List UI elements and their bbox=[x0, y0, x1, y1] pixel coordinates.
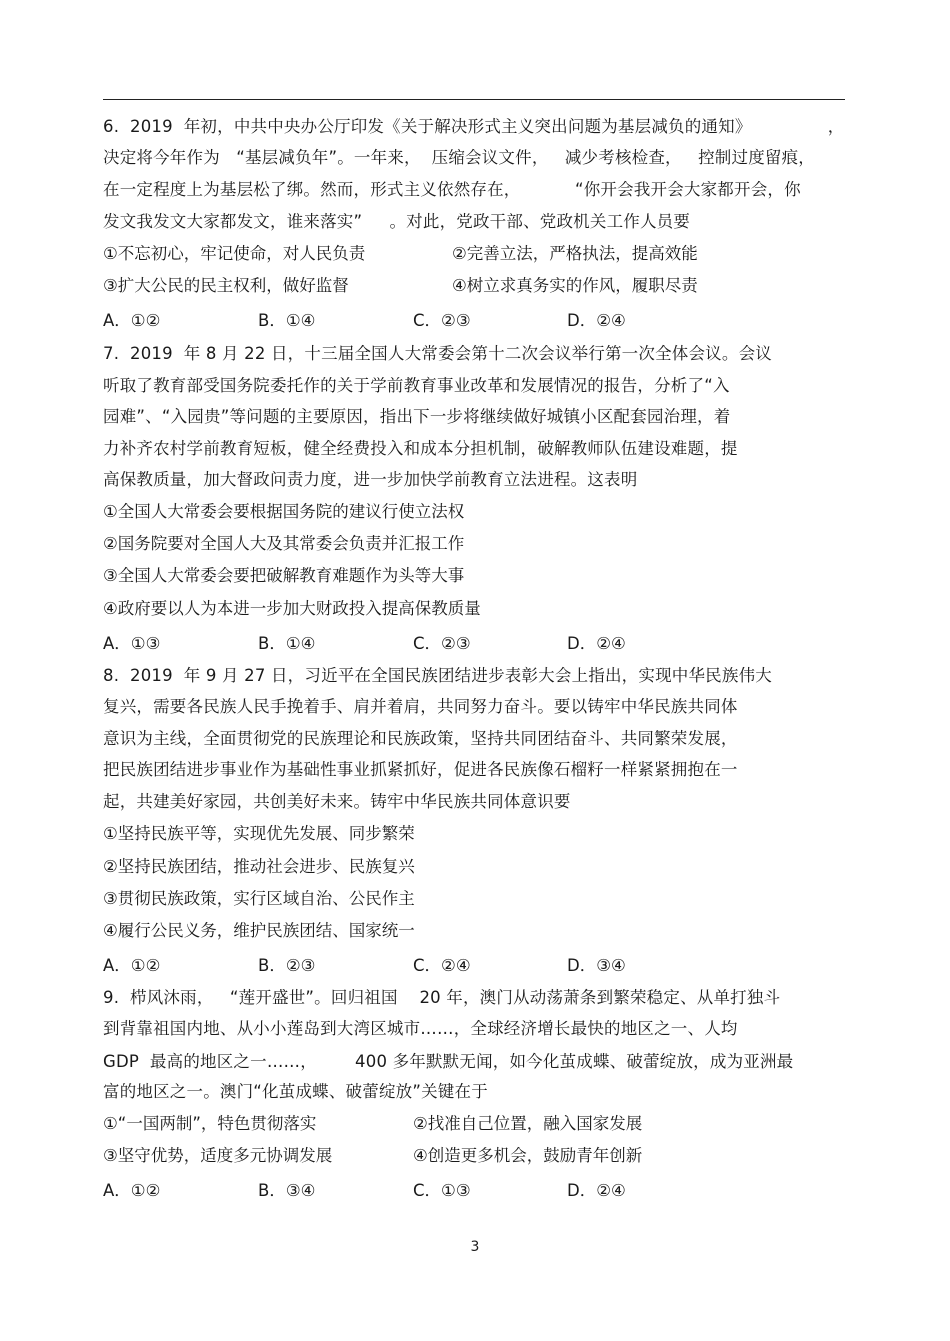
question-6-line: 6. 2019 年初，中共中央办公厅印发《关于解决形式主义突出问题为基层减负的通知》 ， bbox=[103, 117, 845, 136]
choice-c[interactable]: C．①③ bbox=[413, 1181, 471, 1200]
question-8-line: 起，共建美好家园，共创美好未来。铸牢中华民族共同体意识要 bbox=[103, 792, 571, 811]
header-rule bbox=[103, 99, 845, 100]
question-7-line: 园难”、“入园贵”等问题的主要原因，指出下一步将继续做好城镇小区配套园治理，着 bbox=[103, 407, 731, 426]
choice-b[interactable]: B．②③ bbox=[258, 956, 316, 975]
choice-d[interactable]: D．②④ bbox=[567, 311, 626, 330]
choice-a[interactable]: A．①② bbox=[103, 311, 161, 330]
option-1: ①不忘初心，牢记使命，对人民负责 bbox=[103, 244, 366, 263]
option-1: ①全国人大常委会要根据国务院的建议行使立法权 bbox=[103, 502, 465, 521]
option-2: ②国务院要对全国人大及其常委会负责并汇报工作 bbox=[103, 534, 465, 553]
question-6-line: 发文我发文大家都发文，谁来落实” 。对此，党政干部、党政机关工作人员要 bbox=[103, 212, 691, 231]
question-7-line: 高保教质量，加大督政问责力度，进一步加快学前教育立法进程。这表明 bbox=[103, 470, 638, 489]
question-9-line: 到背靠祖国内地、从小小莲岛到大湾区城市……，全球经济增长最快的地区之一、人均 bbox=[103, 1019, 738, 1038]
option-1: ①“一国两制”，特色贯彻落实 bbox=[103, 1114, 317, 1133]
choice-a[interactable]: A．①② bbox=[103, 956, 161, 975]
choice-c[interactable]: C．②③ bbox=[413, 634, 471, 653]
question-8-line: 把民族团结进步事业作为基础性事业抓紧抓好，促进各民族像石榴籽一样紧紧拥抱在一 bbox=[103, 760, 738, 779]
option-4: ④树立求真务实的作风，履职尽责 bbox=[452, 276, 698, 295]
question-8-line: 意识为主线，全面贯彻党的民族理论和民族政策，坚持共同团结奋斗、共同繁荣发展， bbox=[103, 729, 738, 748]
option-3: ③扩大公民的民主权利，做好监督 bbox=[103, 276, 349, 295]
option-3: ③全国人大常委会要把破解教育难题作为头等大事 bbox=[103, 566, 465, 585]
question-9-line: GDP 最高的地区之一……， 400 多年默默无闻，如今化茧成蝶、破蕾绽放，成为亚洲最 bbox=[103, 1052, 794, 1071]
option-4: ④政府要以人为本进一步加大财政投入提高保教质量 bbox=[103, 599, 481, 618]
choice-d[interactable]: D．②④ bbox=[567, 634, 626, 653]
question-9-line: 9. 栉风沐雨， “莲开盛世”。回归祖国 20 年，澳门从动荡萧条到繁荣稳定、从单打独斗 bbox=[103, 988, 781, 1007]
question-9-line: 富的地区之一。澳门“化茧成蝶、破蕾绽放”关键在于 bbox=[103, 1082, 488, 1101]
option-2: ②找准自己位置，融入国家发展 bbox=[413, 1114, 643, 1133]
option-3: ③贯彻民族政策，实行区域自治、公民作主 bbox=[103, 889, 415, 908]
option-1: ①坚持民族平等，实现优先发展、同步繁荣 bbox=[103, 824, 415, 843]
choice-a[interactable]: A．①② bbox=[103, 1181, 161, 1200]
choice-a[interactable]: A．①③ bbox=[103, 634, 161, 653]
choice-d[interactable]: D．②④ bbox=[567, 1181, 626, 1200]
choice-b[interactable]: B．①④ bbox=[258, 311, 316, 330]
question-8-line: 8. 2019 年 9 月 27 日，习近平在全国民族团结进步表彰大会上指出，实现中华民族伟大 bbox=[103, 666, 772, 685]
choice-c[interactable]: C．②④ bbox=[413, 956, 471, 975]
question-8-line: 复兴，需要各民族人民手挽着手、肩并着肩，共同努力奋斗。要以铸牢中华民族共同体 bbox=[103, 697, 738, 716]
choice-b[interactable]: B．③④ bbox=[258, 1181, 316, 1200]
question-7-line: 听取了教育部受国务院委托作的关于学前教育事业改革和发展情况的报告，分析了“入 bbox=[103, 376, 730, 395]
option-2: ②坚持民族团结，推动社会进步、民族复兴 bbox=[103, 857, 415, 876]
question-6-line: 在一定程度上为基层松了绑。然而，形式主义依然存在， “你开会我开会大家都开会，你 bbox=[103, 180, 801, 199]
choice-c[interactable]: C．②③ bbox=[413, 311, 471, 330]
question-7-line: 7. 2019 年 8 月 22 日，十三届全国人大常委会第十二次会议举行第一次全体会议。会议 bbox=[103, 344, 772, 363]
choice-b[interactable]: B．①④ bbox=[258, 634, 316, 653]
question-7-line: 力补齐农村学前教育短板，健全经费投入和成本分担机制，破解教师队伍建设难题，提 bbox=[103, 439, 738, 458]
page-number: 3 bbox=[470, 1239, 480, 1255]
choice-d[interactable]: D．③④ bbox=[567, 956, 626, 975]
option-4: ④履行公民义务，维护民族团结、国家统一 bbox=[103, 921, 415, 940]
question-6-line: 决定将今年作为 “基层减负年”。一年来， 压缩会议文件， 减少考核检查， 控制过度留痕， bbox=[103, 148, 815, 167]
option-2: ②完善立法，严格执法，提高效能 bbox=[452, 244, 698, 263]
option-3: ③坚守优势，适度多元协调发展 bbox=[103, 1146, 333, 1165]
option-4: ④创造更多机会，鼓励青年创新 bbox=[413, 1146, 643, 1165]
